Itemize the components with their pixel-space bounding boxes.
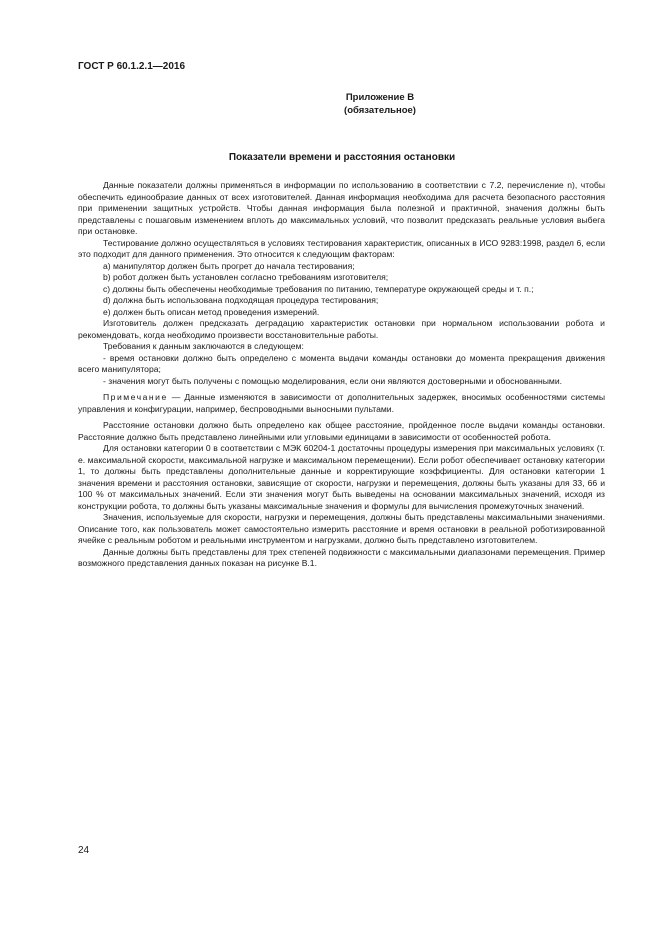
list-item-c: c) должны быть обеспечены необходимые требования по питанию, температуре окружающей среды и т. п.; xyxy=(103,283,534,294)
list-item-a: a) манипулятор должен быть прогрет до начала тестирования; xyxy=(103,260,355,271)
paragraph: Данные должны быть представлены для трех степеней подвижности с максимальными диапазонами перемещения. Пример возможного представления данных показан на рисунке В.1. xyxy=(78,546,605,568)
list-item-d: d) должна быть использована подходящая процедура тестирования; xyxy=(103,295,379,305)
page-number: 24 xyxy=(78,845,90,856)
section-title: Показатели времени и расстояния остановки xyxy=(228,152,456,163)
dash-item: - значения могут быть получены с помощью моделирования, если они являются достоверными и обоснованными. xyxy=(103,375,563,386)
note-label: Примечание xyxy=(103,392,168,402)
appendix-heading xyxy=(200,91,560,117)
note xyxy=(78,392,605,415)
paragraph: Тестирование должно осуществляться в условиях тестирования характеристик, описанных в ИСО 9283:1998, раздел 6, если это подходит для данного применения. Это относится к следующим факторам: xyxy=(78,237,605,259)
dash-item: - время остановки должно быть определено с момента выдачи команды остановки до момента прекращения движения всего манипулятора; xyxy=(78,352,605,374)
paragraph: Требования к данным заключаются в следующем: xyxy=(103,341,304,351)
list-item-e: e) должен быть описан метод проведения измерений. xyxy=(103,306,320,317)
paragraph: Изготовитель должен предсказать деградацию характеристик остановки при нормальном использовании робота и рекомендовать, когда необходимо произвести восстановительные работы. xyxy=(78,318,605,340)
paragraph: Значения, используемые для скорости, нагрузки и перемещения, должны быть представлены максимальными значениями. Описание того, как пользователь может самостоятельно измерить расстояние и время остановки в реальной роботизированной ячейке с реальным роботом и реальными инструментом и нагрузками, должно быть представлено изготовителем. xyxy=(78,512,605,545)
list-item-b: b) робот должен быть установлен согласно требованиям изготовителя; xyxy=(103,272,389,282)
document-body xyxy=(78,180,605,570)
paragraph: Данные показатели должны применяться в информации по использованию в соответствии с 7.2, перечисление n), чтобы обеспечить единообразие данных от всех изготовителей. Данная информация необходима для расчета безопасного расстояния при применении защитных устройств. Чтобы данная информация была полезной и практичной, значения должны быть представлены с пошаговым изменением вплоть до максимальных условий, что позволит предсказать реальные условия выбега при остановке. xyxy=(78,180,605,236)
paragraph: Для остановки категории 0 в соответствии с МЭК 60204-1 достаточны процедуры измерения при максимальных условиях (т. е. максимальной скорости, максимальной нагрузке и максимальном перемещении). Если робот обеспечивает остановку категории 1, то должны быть представлены дополнительные данные и корректирующие коэффициенты. Для остановки категории 1 значения времени и расстояния остановки, зависящие от скорости, нагрузки и перемещения, должны быть указаны для 33, 66 и 100 % от максимальных значений. Если эти значения могут быть выведены на основании максимальных значений, исходя из конструкции робота, то должны быть указаны максимальные значения и формулы для вычисления промежуточных значений. xyxy=(78,443,605,511)
note-text: — Данные изменяются в зависимости от дополнительных задержек, вносимых особенностями системы управления и конфигурации, например, беспроводными выносными пультами. xyxy=(78,392,605,414)
appendix-status: (обязательное) xyxy=(344,105,416,116)
paragraph: Расстояние остановки должно быть определено как общее расстояние, пройденное после выдачи команды остановки. Расстояние должно быть представлено линейными или угловыми единицами в зависимости от особенностей робота. xyxy=(78,420,605,442)
appendix-title: Приложение В xyxy=(345,92,415,103)
document-id-header: ГОСТ Р 60.1.2.1—2016 xyxy=(78,61,186,72)
